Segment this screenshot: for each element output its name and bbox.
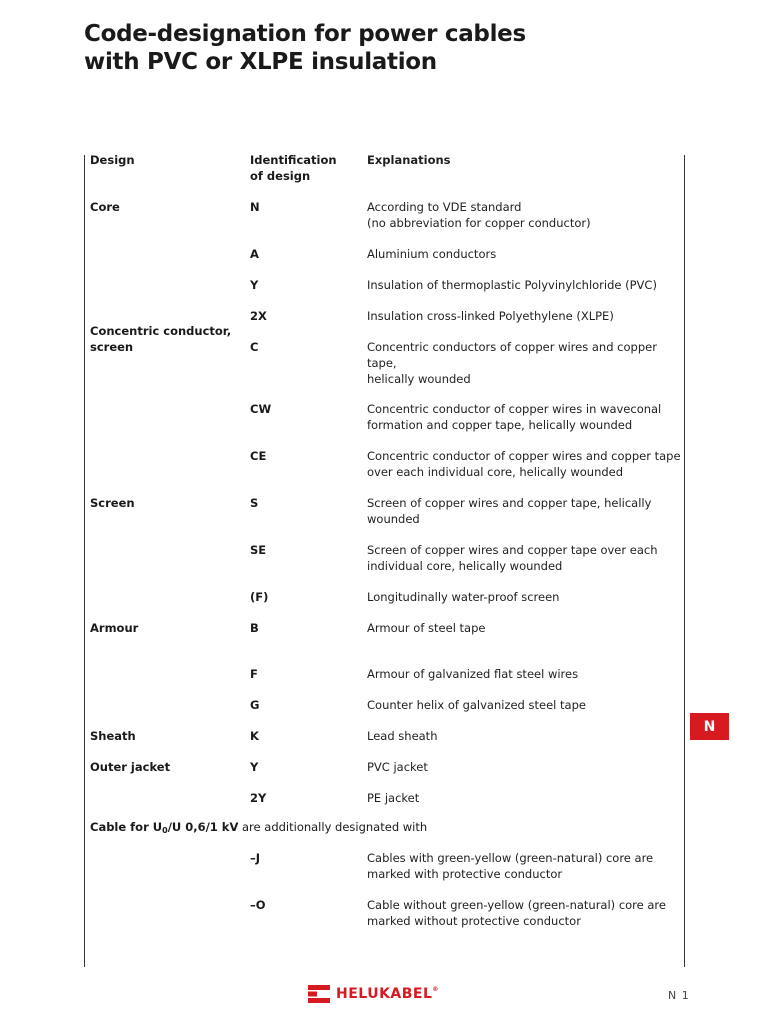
explanation-cell [367,589,682,605]
header-design: Design [90,153,135,167]
right-rule [684,155,685,967]
design-cell [90,728,240,744]
explanation-line: Armour of steel tape [367,621,486,635]
code-cell: B [250,621,259,635]
explanation-line: Counter helix of galvanized steel tape [367,698,586,712]
explanation-line: Longitudinally water-proof screen [367,590,560,604]
explanation-cell [367,199,682,231]
code-cell: A [250,247,259,261]
page-number: N 1 [668,989,690,1002]
explanation-cell [367,308,682,324]
note-subscript: 0 [162,826,168,835]
explanation-cell [367,728,682,744]
voltage-note [90,819,427,839]
explanation-line: marked with protective conductor [367,867,563,881]
explanation-line: PE jacket [367,791,420,805]
code-cell: N [250,200,260,214]
explanation-cell [367,790,682,806]
explanation-line: PVC jacket [367,760,428,774]
design-line: screen [90,340,134,354]
explanation-line: individual core, helically wounded [367,559,563,573]
explanation-line: Concentric conductor of copper wires in waveconal [367,402,662,416]
explanation-cell [367,697,682,713]
header-explanations: Explanations [367,153,451,167]
logo-text: HELUKABEL® [336,986,439,1002]
explanation-cell [367,448,682,480]
title-line-2: with PVC or XLPE insulation [84,49,437,75]
code-cell: G [250,698,260,712]
code-cell: F [250,667,258,681]
code-cell: (F) [250,590,269,604]
explanation-line: Screen of copper wires and copper tape over each [367,543,658,557]
explanation-line: over each individual core, helically wounded [367,465,624,479]
explanation-line: According to VDE standard [367,200,522,214]
explanation-line: helically wounded [367,372,471,386]
section-tab: N [690,713,729,740]
explanation-line: Cables with green-yellow (green-natural) core are [367,851,654,865]
code-cell: –O [250,898,266,912]
explanation-cell [367,495,682,527]
design-line: Core [90,200,120,214]
design-cell [90,620,240,636]
explanation-line: marked without protective conductor [367,914,581,928]
explanation-line: Armour of galvanized flat steel wires [367,667,579,681]
code-cell: 2X [250,309,267,323]
explanation-line: Concentric conductors of copper wires and copper tape, [367,340,657,370]
explanation-line: wounded [367,512,420,526]
helukabel-logo-icon [308,985,330,1003]
code-cell: C [250,340,259,354]
note-bold-prefix: Cable for U [90,820,163,834]
design-cell [90,323,240,355]
note-text: are additionally designated with [238,820,428,834]
code-cell: –J [250,851,261,865]
code-cell: CW [250,402,272,416]
explanation-line: Insulation of thermoplastic Polyvinylchloride (PVC) [367,278,657,292]
code-cell: S [250,496,259,510]
helukabel-logo [308,984,439,1004]
explanation-cell [367,850,682,882]
explanation-line: formation and copper tape, helically wounded [367,418,633,432]
design-cell [90,495,240,511]
design-line: Armour [90,621,139,635]
left-rule [84,155,85,967]
code-cell: 2Y [250,791,267,805]
design-line: Screen [90,496,135,510]
explanation-line: (no abbreviation for copper conductor) [367,216,591,230]
explanation-line: Cable without green-yellow (green-natural) core are [367,898,666,912]
design-line: Outer jacket [90,760,171,774]
explanation-cell [367,897,682,929]
code-cell: Y [250,760,259,774]
explanation-cell [367,401,682,433]
explanation-line: Concentric conductor of copper wires and copper tape [367,449,681,463]
explanation-cell [367,620,682,636]
header-identification-line-2: of design [250,169,311,183]
explanation-line: Screen of copper wires and copper tape, helically [367,496,652,510]
explanation-cell [367,246,682,262]
code-cell: Y [250,278,259,292]
explanation-cell [367,759,682,775]
explanation-line: Lead sheath [367,729,438,743]
code-cell: CE [250,449,267,463]
design-line: Sheath [90,729,136,743]
design-line: Concentric conductor, [90,324,232,338]
explanation-line: Aluminium conductors [367,247,497,261]
design-cell [90,199,240,215]
title-line-1: Code-designation for power cables [84,21,526,47]
code-cell: K [250,729,259,743]
header-identification [250,152,350,184]
explanation-cell [367,666,682,682]
explanation-cell [367,339,682,387]
explanation-cell [367,542,682,574]
page-title [84,20,526,76]
header-identification-line-1: Identification [250,153,337,167]
design-cell [90,759,240,775]
note-bold-suffix: /U 0,6/1 kV [167,820,239,834]
explanation-line: Insulation cross-linked Polyethylene (XLPE) [367,309,614,323]
code-cell: SE [250,543,267,557]
explanation-cell [367,277,682,293]
